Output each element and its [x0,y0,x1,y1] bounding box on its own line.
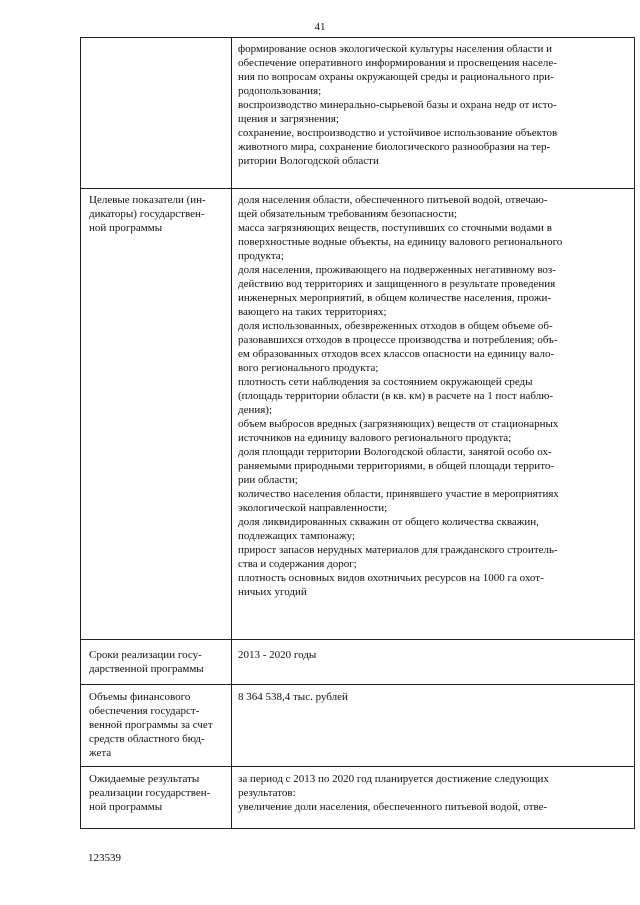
content-line: поверхностные водные объекты, на единицу валового регионального [238,236,563,248]
row-label-implementation-terms [81,640,232,685]
content-line: вого регионального продукта; [238,362,379,374]
content-line: животного мира, сохранение биологического разнообразия на тер- [238,141,551,153]
content-line: увеличение доли населения, обеспеченного питьевой водой, отве- [238,801,548,813]
content-line: раняемыми природными территориями, в общей площади террито- [238,460,555,472]
content-line: продукта; [238,250,284,262]
content-line: прирост запасов нерудных материалов для гражданского строитель- [238,544,558,556]
content-line: формирование основ экологической культуры населения области и [238,43,552,55]
content-line: ничьих угодий [238,586,307,598]
label-line: ной программы [89,222,163,234]
label-line: обеспечения государст- [89,705,200,717]
content-line: сохранение, воспроизводство и устойчивое использование объектов [238,127,558,139]
content-line: ния по вопросам охраны окружающей среды и рационального при- [238,71,554,83]
content-line: ритории Вологодской области [238,155,379,167]
page-number: 41 [314,21,326,33]
row-label-target-indicators [81,189,232,640]
content-line: доля населения области, обеспеченного питьевой водой, отвечаю- [238,194,548,206]
content-line: ем образованных отходов всех классов опасности на единицу вало- [238,348,555,360]
content-line: плотность сети наблюдения за состоянием окружающей среды [238,376,533,388]
content-line: действию вод территориях и защищенного в результате проведения [238,278,556,290]
content-line: количество населения области, принявшего участие в мероприятиях [238,488,559,500]
label-line: венной программы за счет [89,719,213,731]
content-line: доля использованных, обезвреженных отходов в общем объеме об- [238,320,553,332]
content-line: вающего на таких территориях; [238,306,387,318]
program-passport-table [80,37,635,829]
content-line: родопользования; [238,85,322,97]
content-line: щей обязательным требованиям безопасности; [238,208,458,220]
content-line: экологической направленности; [238,502,388,514]
content-line: воспроизводство минерально-сырьевой базы и охрана недр от исто- [238,99,557,111]
content-line: (площадь территории области (в кв. км) в расчете на 1 пост наблю- [238,390,554,402]
content-line: дения); [238,404,273,416]
table-row-expected-results [81,767,635,829]
content-line: плотность основных видов охотничьих ресурсов на 1000 га охот- [238,572,544,584]
label-line: дикаторы) государствен- [89,208,205,220]
content-line: источников на единицу валового регионального продукта; [238,432,512,444]
content-line: рии области; [238,474,298,486]
content-line: результатов: [238,787,296,799]
content-line: за период с 2013 по 2020 год планируется достижение следующих [238,773,549,785]
label-line: средств областного бюд- [89,733,205,745]
content-line: 2013 - 2020 годы [238,649,317,661]
row-content-funding-volume [232,685,635,767]
row-label-funding-volume [81,685,232,767]
content-line: подлежащих тампонажу; [238,530,356,542]
row-content-tasks [232,38,635,189]
row-label-empty [81,38,232,189]
content-line: инженерных мероприятий, в общем количестве населения, прожи- [238,292,552,304]
content-line: объем выбросов вредных (загрязняющих) веществ от стационарных [238,418,559,430]
content-line: 8 364 538,4 тыс. рублей [238,691,348,703]
row-content-expected-results [232,767,635,829]
footer-document-code: 123539 [88,852,121,864]
label-line: Ожидаемые результаты [89,773,200,785]
label-line: Объемы финансового [89,691,191,703]
row-content-target-indicators [232,189,635,640]
table-row-tasks-continuation [81,38,635,189]
label-line: Сроки реализации госу- [89,649,202,661]
label-line: ной программы [89,801,163,813]
row-content-implementation-terms [232,640,635,685]
content-line: щения и загрязнения; [238,113,339,125]
content-line: доля населения, проживающего на подверженных негативному воз- [238,264,556,276]
table-row-implementation-terms [81,640,635,685]
content-line: масса загрязняющих веществ, поступивших со сточными водами в [238,222,552,234]
content-line: обеспечение оперативного информирования и просвещения населе- [238,57,557,69]
content-line: разовавшихся отходов в процессе производства и потребления; объ- [238,334,558,346]
table-row-target-indicators [81,189,635,640]
content-line: ства и содержания дорог; [238,558,357,570]
content-line: доля ликвидированных скважин от общего количества скважин, [238,516,539,528]
label-line: дарственной программы [89,663,204,675]
table-row-funding-volume [81,685,635,767]
content-line: доля площади территории Вологодской области, занятой особо ох- [238,446,552,458]
row-label-expected-results [81,767,232,829]
label-line: жета [89,747,112,759]
label-line: Целевые показатели (ин- [89,194,206,206]
label-line: реализации государствен- [89,787,211,799]
